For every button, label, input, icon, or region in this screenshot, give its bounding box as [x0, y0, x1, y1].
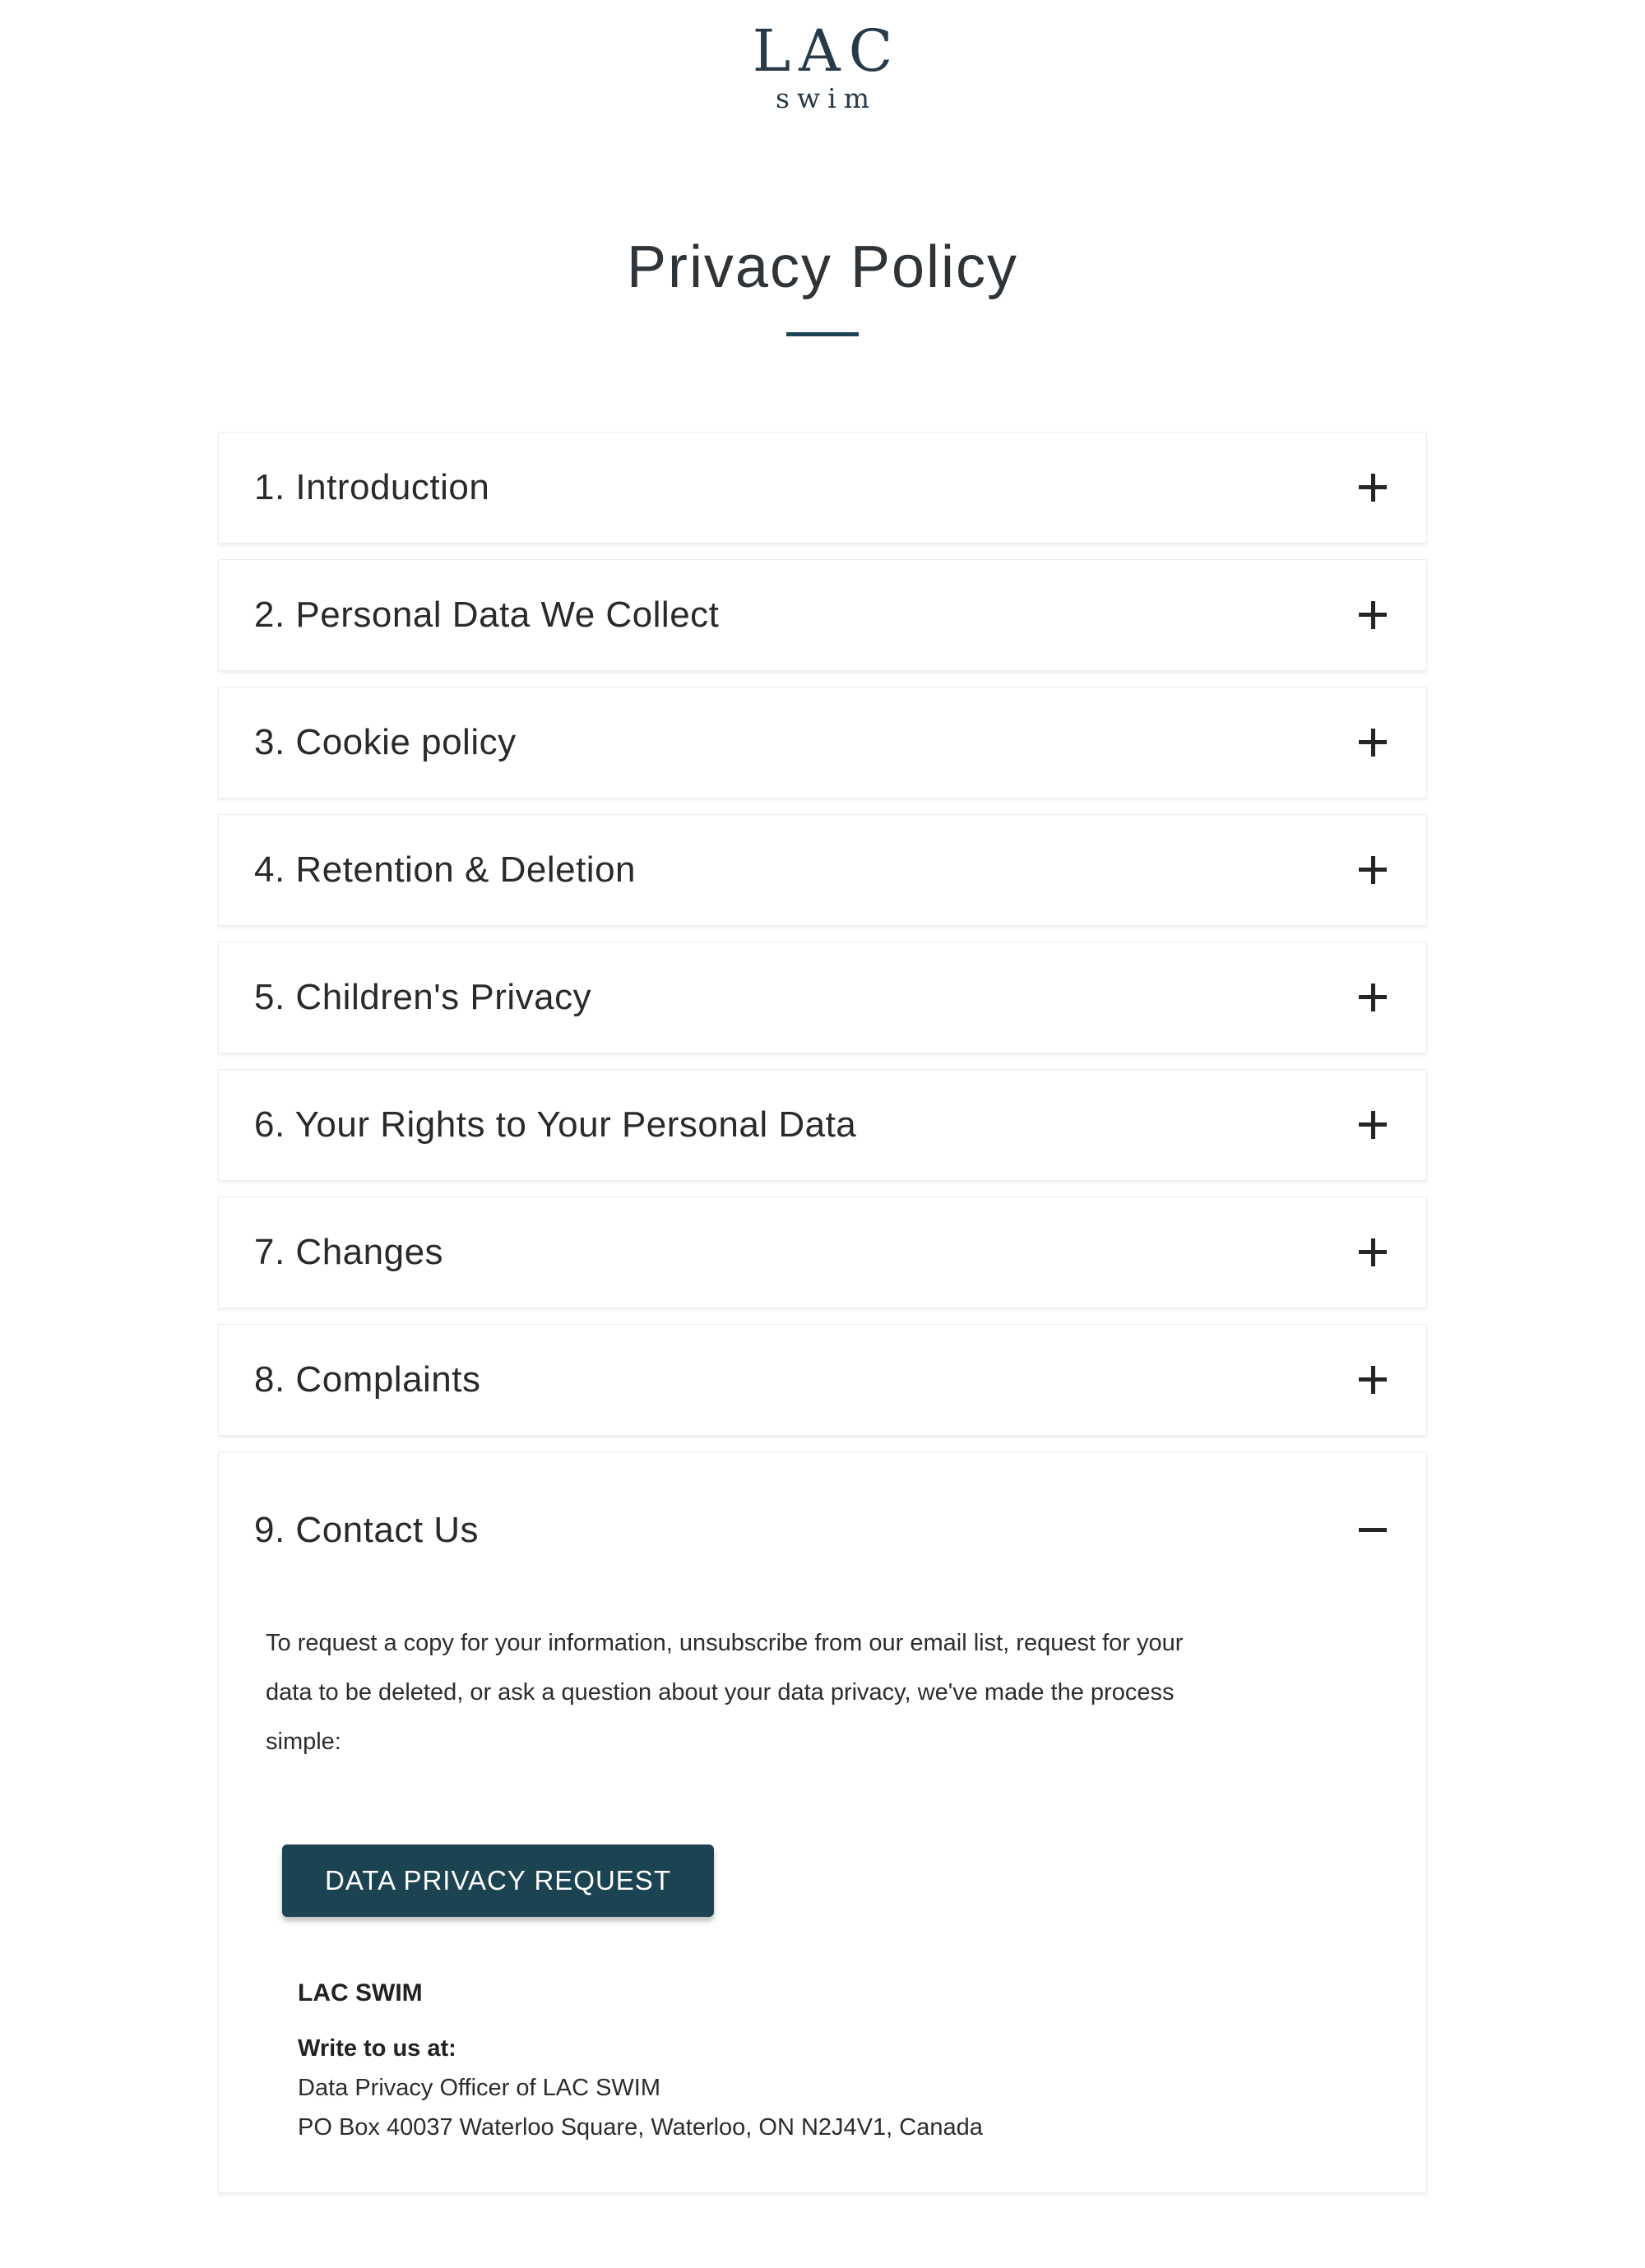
accordion-item-label: 8. Complaints [254, 1358, 481, 1400]
plus-icon[interactable] [1359, 729, 1387, 757]
accordion-item-label: 6. Your Rights to Your Personal Data [254, 1104, 857, 1145]
accordion-header-your-rights[interactable] [219, 1070, 1426, 1180]
plus-icon[interactable] [1359, 856, 1387, 884]
accordion-item-introduction [218, 432, 1427, 544]
plus-icon[interactable] [1359, 1238, 1387, 1266]
address-officer-line: Data Privacy Officer of LAC SWIM [298, 2074, 661, 2101]
logo-tagline: swim [775, 81, 877, 114]
accordion-item-label: 5. Children's Privacy [254, 976, 592, 1017]
address-company: LAC SWIM [298, 1979, 423, 2006]
plus-icon[interactable] [1359, 474, 1387, 502]
plus-icon[interactable] [1359, 601, 1387, 629]
plus-icon[interactable] [1359, 1366, 1387, 1394]
accordion-header-complaints[interactable] [219, 1325, 1426, 1435]
contact-paragraph-line: To request a copy for your information, unsubscribe from our email list, request for your [266, 1629, 1184, 1656]
address-po-box-line: PO Box 40037 Waterloo Square, Waterloo, ON N2J4V1, Canada [298, 2113, 983, 2141]
accordion-item-childrens-privacy [218, 942, 1427, 1053]
plus-icon[interactable] [1359, 984, 1387, 1011]
accordion-item-personal-data [218, 559, 1427, 671]
accordion-header-retention-deletion[interactable] [219, 815, 1426, 925]
accordion-item-retention-deletion [218, 814, 1427, 926]
accordion-item-your-rights [218, 1069, 1427, 1181]
accordion-item-cookie-policy [218, 687, 1427, 798]
site-header [0, 0, 1645, 336]
accordion-item-label: 1. Introduction [254, 466, 490, 507]
accordion-header-childrens-privacy[interactable] [219, 942, 1426, 1053]
accordion-header-personal-data[interactable] [219, 560, 1426, 670]
contact-address [298, 1979, 1344, 2147]
accordion-item-label: 9. Contact Us [254, 1509, 480, 1550]
accordion-item-label: 2. Personal Data We Collect [254, 594, 720, 635]
title-underline [786, 332, 859, 336]
contact-us-content [219, 1618, 1426, 2192]
page-title: Privacy Policy [626, 234, 1019, 300]
accordion-item-label: 4. Retention & Deletion [254, 849, 637, 890]
plus-icon[interactable] [1359, 1111, 1387, 1139]
accordion-item-complaints [218, 1324, 1427, 1436]
accordion-header-contact-us[interactable] [219, 1475, 1426, 1585]
brand-logo[interactable] [744, 17, 901, 114]
accordion-item-label: 3. Cookie policy [254, 721, 517, 762]
logo-wordmark: LAC [752, 17, 901, 85]
accordion-list [218, 432, 1427, 2193]
contact-paragraph [266, 1618, 1344, 1766]
accordion-header-changes[interactable] [219, 1197, 1426, 1308]
address-write-label: Write to us at: [298, 2034, 456, 2062]
contact-paragraph-line: simple: [266, 1728, 341, 1755]
accordion-header-cookie-policy[interactable] [219, 687, 1426, 798]
accordion-item-label: 7. Changes [254, 1231, 444, 1272]
accordion-item-changes [218, 1196, 1427, 1308]
data-privacy-request-button[interactable]: DATA PRIVACY REQUEST [282, 1844, 714, 1917]
accordion-header-introduction[interactable] [219, 433, 1426, 543]
accordion-item-contact-us [218, 1451, 1427, 2193]
contact-paragraph-line: data to be deleted, or ask a question about your data privacy, we've made the process [266, 1678, 1175, 1706]
minus-icon[interactable] [1359, 1516, 1387, 1544]
